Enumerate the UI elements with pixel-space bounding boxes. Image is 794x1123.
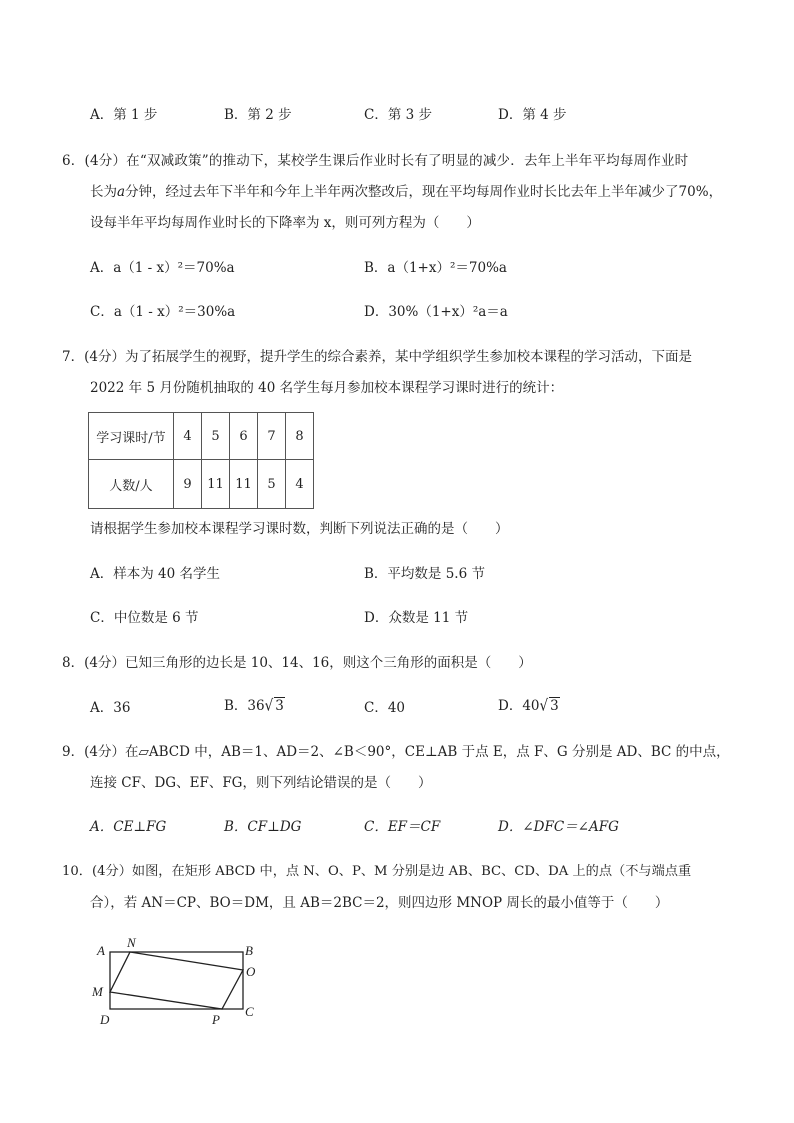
q7-stem-line3: 请根据学生参加校本课程学习课时数，判断下列说法正确的是（ ）	[90, 521, 509, 537]
label-o: O	[246, 964, 256, 979]
q7-stats-table	[88, 412, 314, 509]
label-n: N	[127, 935, 136, 950]
q6-var-a: a	[117, 184, 126, 200]
q5-option-b: B．第 2 步	[224, 107, 292, 123]
q6-option-a: A．a（1 - x）²＝70%a	[90, 260, 235, 276]
q7-option-c: C．中位数是 6 节	[90, 610, 199, 626]
q8-option-a: A．36	[90, 700, 131, 716]
q7-stem-line1: 7．(4分）为了拓展学生的视野，提升学生的综合素养，某中学组织学生参加校本课程的学习活动，下面是	[62, 349, 692, 365]
rectangle-abcd	[110, 952, 243, 1009]
q9-option-d: D．∠DFC＝∠AFG	[498, 819, 619, 835]
q6-option-b: B．a（1+x）²＝70%a	[364, 260, 507, 276]
table-cell: 4	[286, 460, 314, 509]
label-d: D	[100, 1012, 110, 1027]
label-p: P	[212, 1012, 220, 1027]
q6-stem-line2-end: 分钟，经过去年下半年和今年上半年两次整改后，现在平均每周作业时长比去年上半年减少了70%，	[125, 184, 723, 200]
table-cell: 5	[258, 460, 286, 509]
table-cell: 8	[286, 413, 314, 460]
q8-option-d	[498, 694, 560, 714]
q10-stem-line2: 合），若 AN＝CP、BO＝DM，且 AB＝2BC＝2，则四边形 MNOP 周长的最小值等于（ ）	[90, 895, 669, 911]
label-a: A	[97, 943, 105, 958]
q9-option-c: C．EF＝CF	[364, 819, 441, 835]
q5-option-d: D．第 4 步	[498, 107, 567, 123]
q6-stem-line1: 6．(4分）在“双减政策”的推动下，某校学生课后作业时长有了明显的减少．去年上半年平均每周作业时	[62, 153, 689, 169]
q8-stem: 8．(4分）已知三角形的边长是 10、14、16，则这个三角形的面积是（ ）	[62, 655, 532, 671]
q9-stem-line2: 连接 CF、DG、EF、FG，则下列结论错误的是（ ）	[90, 775, 432, 791]
q7-option-b: B．平均数是 5.6 节	[364, 566, 485, 582]
table-cell: 11	[230, 460, 258, 509]
label-b: B	[245, 943, 253, 958]
q9-stem-line1: 9．(4分）在▱ABCD 中，AB＝1、AD＝2、∠B＜90°，CE⊥AB 于点 E，点 F、G 分别是 AD、BC 的中点，	[62, 744, 730, 760]
table-row	[89, 460, 314, 509]
q6-option-d: D．30%（1+x）²a＝a	[364, 304, 508, 320]
sqrt-icon: √	[264, 696, 274, 716]
q6-stem-line3: 设每半年平均每周作业时长的下降率为 x，则可列方程为（ ）	[90, 215, 480, 231]
q9-option-a: A．CE⊥FG	[90, 819, 167, 835]
q8-option-b	[224, 694, 285, 714]
q8-option-c: C．40	[364, 700, 406, 716]
table-cell: 5	[202, 413, 230, 460]
quadrilateral-mnop	[110, 952, 243, 1009]
q8-option-b-prefix: B．36	[224, 698, 265, 714]
q6-stem-line2	[90, 180, 722, 200]
q7-stem-line2: 2022 年 5 月份随机抽取的 40 名学生每月参加校本课程学习课时进行的统计：	[90, 380, 564, 396]
q6-stem-line2-start: 长为	[90, 184, 117, 200]
label-m: M	[92, 984, 103, 999]
q8-option-b-radicand: 3	[275, 698, 284, 714]
table-row	[89, 413, 314, 460]
q7-option-a: A．样本为 40 名学生	[90, 566, 221, 582]
q6-option-c: C．a（1 - x）²＝30%a	[90, 304, 236, 320]
sqrt-icon: √	[539, 696, 549, 716]
q9-option-b: B．CF⊥DG	[224, 819, 302, 835]
table-header-hours: 学习课时/节	[89, 413, 174, 460]
table-cell: 9	[174, 460, 202, 509]
q8-option-d-radicand: 3	[550, 698, 559, 714]
q5-option-a: A．第 1 步	[90, 107, 158, 123]
q7-option-d: D．众数是 11 节	[364, 610, 469, 626]
q10-stem-line1: 10．(4分）如图，在矩形 ABCD 中，点 N、O、P、M 分别是边 AB、BC、CD、DA 上的点（不与端点重	[62, 864, 692, 879]
table-cell: 6	[230, 413, 258, 460]
table-cell: 11	[202, 460, 230, 509]
q5-option-c: C．第 3 步	[364, 107, 433, 123]
table-cell: 7	[258, 413, 286, 460]
q8-option-d-prefix: D．40	[498, 698, 540, 714]
label-c: C	[245, 1004, 254, 1019]
table-cell: 4	[174, 413, 202, 460]
table-header-people: 人数/人	[89, 460, 174, 509]
q10-rectangle-figure	[88, 934, 278, 1034]
